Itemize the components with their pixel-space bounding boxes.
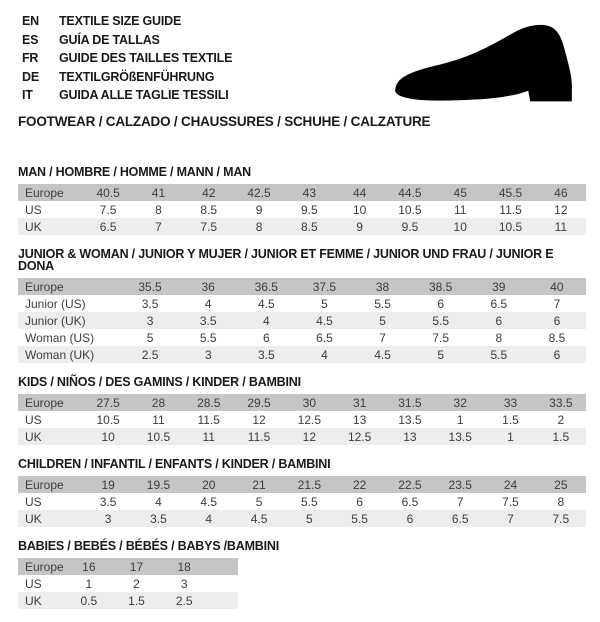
table-row bbox=[18, 558, 238, 575]
size-cell: 7 bbox=[379, 330, 386, 345]
size-cell: 5 bbox=[437, 347, 445, 362]
category-title: FOOTWEAR / CALZADO / CHAUSSURES / SCHUHE / CALZATURE bbox=[18, 114, 431, 129]
size-cell: 25 bbox=[554, 477, 568, 492]
size-cell: 19.5 bbox=[146, 477, 171, 492]
size-cell: 28.5 bbox=[197, 395, 221, 410]
size-cell: 4 bbox=[155, 494, 162, 509]
section-title: MAN / HOMBRE / HOMME / MANN / MAN bbox=[18, 165, 251, 179]
size-cell: 44 bbox=[352, 185, 367, 200]
language-row-en bbox=[22, 12, 232, 31]
row-label: Europe bbox=[25, 185, 64, 200]
table-row bbox=[18, 411, 586, 428]
row-label: Europe bbox=[25, 395, 64, 410]
size-cell: 1.5 bbox=[502, 412, 519, 427]
size-cell: 9.5 bbox=[300, 202, 318, 217]
language-code: ES bbox=[22, 32, 39, 47]
size-cell: 39 bbox=[492, 279, 506, 294]
size-cell: 21 bbox=[252, 477, 266, 492]
size-cell: 1.5 bbox=[128, 593, 145, 608]
size-cell: 3 bbox=[204, 347, 212, 362]
size-cell: 8 bbox=[255, 219, 263, 234]
language-code: EN bbox=[22, 14, 39, 28]
size-cell: 4.5 bbox=[200, 494, 218, 509]
size-table bbox=[18, 184, 586, 235]
spacer-cell bbox=[208, 575, 238, 592]
size-cell: 7.5 bbox=[502, 494, 519, 509]
size-cell: 12 bbox=[252, 412, 266, 427]
size-cell: 5.5 bbox=[432, 313, 450, 328]
size-cell: 4 bbox=[204, 296, 212, 311]
size-cell: 5 bbox=[255, 494, 263, 509]
table-row bbox=[18, 312, 586, 329]
size-cell: 6.5 bbox=[401, 494, 419, 509]
size-cell: 35.5 bbox=[138, 279, 162, 294]
size-cell: 2.5 bbox=[175, 593, 193, 608]
size-cell: 5 bbox=[305, 511, 313, 526]
table-row bbox=[18, 510, 586, 527]
size-cell: 3 bbox=[104, 511, 112, 526]
size-cell: 3.5 bbox=[199, 313, 217, 328]
size-cell: 12.5 bbox=[347, 429, 372, 444]
language-code: DE bbox=[22, 69, 39, 84]
size-cell: 6.5 bbox=[316, 330, 333, 345]
size-cell: 6.5 bbox=[490, 296, 508, 311]
row-label: UK bbox=[25, 511, 42, 526]
table-row bbox=[18, 295, 586, 312]
size-cell: 1.5 bbox=[552, 429, 570, 444]
size-cell: 11.5 bbox=[499, 202, 522, 217]
size-cell: 3.5 bbox=[150, 511, 167, 526]
language-row-it bbox=[22, 86, 232, 105]
size-cell: 7 bbox=[507, 511, 514, 526]
table-row bbox=[18, 218, 586, 235]
size-cell: 10 bbox=[352, 202, 367, 217]
size-cell: 8 bbox=[155, 202, 162, 217]
row-label: Europe bbox=[25, 477, 64, 492]
size-cell: 11 bbox=[152, 412, 165, 427]
size-cell: 22 bbox=[352, 477, 367, 492]
language-label: TEXTILE SIZE GUIDE bbox=[59, 14, 182, 28]
size-cell: 6.5 bbox=[451, 511, 469, 526]
size-cell: 7.5 bbox=[432, 330, 450, 345]
size-cell: 6 bbox=[495, 313, 503, 328]
size-cell: 36.5 bbox=[254, 279, 278, 294]
size-cell: 9.5 bbox=[401, 219, 419, 234]
size-cell: 21.5 bbox=[297, 477, 322, 492]
size-cell: 8.5 bbox=[548, 330, 566, 345]
language-label: GUÍA DE TALLAS bbox=[59, 32, 160, 47]
size-cell: 40 bbox=[550, 279, 564, 294]
row-label: US bbox=[25, 576, 42, 591]
size-cell: 9 bbox=[356, 219, 363, 234]
size-cell: 5.5 bbox=[351, 511, 368, 526]
size-cell: 4.5 bbox=[250, 511, 268, 526]
size-cell: 36 bbox=[201, 279, 215, 294]
size-cell: 46 bbox=[554, 185, 568, 200]
table-row bbox=[18, 346, 586, 363]
table-row bbox=[18, 278, 586, 295]
size-cell: 37.5 bbox=[312, 279, 337, 294]
size-section bbox=[18, 540, 586, 609]
size-cell: 3.5 bbox=[141, 296, 159, 311]
size-section bbox=[18, 376, 586, 445]
size-cell: 29.5 bbox=[247, 395, 271, 410]
size-cell: 16 bbox=[82, 559, 96, 574]
size-cell: 6 bbox=[262, 330, 270, 345]
size-cell: 40.5 bbox=[96, 185, 120, 200]
size-cell: 3.5 bbox=[257, 347, 275, 362]
size-cell: 4 bbox=[205, 511, 213, 526]
size-cell: 4.5 bbox=[257, 296, 275, 311]
size-cell: 11.5 bbox=[247, 429, 271, 444]
size-cell: 1 bbox=[85, 576, 93, 591]
spacer-cell bbox=[208, 558, 238, 575]
size-cell: 20 bbox=[202, 477, 216, 492]
size-cell: 8.5 bbox=[200, 202, 218, 217]
size-cell: 10.5 bbox=[498, 219, 523, 234]
size-cell: 10.5 bbox=[398, 202, 422, 217]
size-cell: 11 bbox=[554, 219, 568, 234]
size-cell: 11 bbox=[453, 202, 467, 217]
size-cell: 13 bbox=[352, 412, 367, 427]
size-cell: 28 bbox=[151, 395, 166, 410]
size-section bbox=[18, 458, 586, 527]
table-row bbox=[18, 428, 586, 445]
size-cell: 45 bbox=[453, 185, 467, 200]
size-cell: 33.5 bbox=[549, 395, 573, 410]
size-cell: 5.5 bbox=[300, 494, 318, 509]
language-code: FR bbox=[22, 51, 39, 66]
size-cell: 5 bbox=[379, 313, 386, 328]
language-code: IT bbox=[22, 88, 33, 103]
table-row bbox=[18, 329, 586, 346]
size-cell: 8 bbox=[495, 330, 503, 345]
size-cell: 3 bbox=[146, 313, 154, 328]
size-section bbox=[18, 248, 586, 363]
size-cell: 5.5 bbox=[374, 296, 391, 311]
size-cell: 6.5 bbox=[99, 219, 117, 234]
size-sections bbox=[18, 166, 586, 622]
size-cell: 22.5 bbox=[398, 477, 422, 492]
size-cell: 6 bbox=[356, 494, 363, 509]
language-label: GUIDA ALLE TAGLIE TESSILI bbox=[59, 88, 229, 103]
size-cell: 4.5 bbox=[316, 313, 333, 328]
size-cell: 10 bbox=[453, 219, 467, 234]
section-title: BABIES / BEBÉS / BÉBÉS / BABYS /BAMBINI bbox=[18, 539, 279, 553]
size-cell: 9 bbox=[255, 202, 263, 217]
language-row-es bbox=[22, 31, 232, 50]
size-cell: 42.5 bbox=[247, 185, 271, 200]
size-cell: 30 bbox=[302, 395, 317, 410]
size-cell: 38.5 bbox=[429, 279, 453, 294]
size-cell: 23.5 bbox=[448, 477, 472, 492]
row-label: UK bbox=[25, 429, 42, 444]
size-cell: 7.5 bbox=[99, 202, 117, 217]
size-table bbox=[18, 278, 586, 363]
language-row-de bbox=[22, 68, 232, 87]
size-cell: 6 bbox=[406, 511, 414, 526]
row-label: Junior (US) bbox=[25, 296, 86, 311]
row-label: UK bbox=[25, 219, 42, 234]
shoe-icon bbox=[390, 20, 592, 112]
size-cell: 8 bbox=[557, 494, 565, 509]
size-cell: 6 bbox=[553, 313, 561, 328]
size-table bbox=[18, 476, 586, 527]
size-cell: 8.5 bbox=[300, 219, 318, 234]
size-cell: 38 bbox=[375, 279, 390, 294]
size-cell: 41 bbox=[151, 185, 166, 200]
size-cell: 4.5 bbox=[374, 347, 391, 362]
size-cell: 42 bbox=[202, 185, 216, 200]
size-cell: 5 bbox=[321, 296, 328, 311]
size-cell: 2 bbox=[557, 412, 565, 427]
size-cell: 12.5 bbox=[297, 412, 322, 427]
row-label: Junior (UK) bbox=[25, 313, 86, 328]
size-cell: 18 bbox=[177, 559, 191, 574]
size-cell: 13.5 bbox=[448, 429, 472, 444]
size-cell: 31.5 bbox=[398, 395, 422, 410]
table-row bbox=[18, 493, 586, 510]
size-cell: 5.5 bbox=[199, 330, 217, 345]
size-cell: 11 bbox=[202, 429, 215, 444]
size-cell: 32 bbox=[453, 395, 467, 410]
size-cell: 13.5 bbox=[398, 412, 422, 427]
size-cell: 13 bbox=[403, 429, 417, 444]
size-cell: 4 bbox=[262, 313, 270, 328]
size-cell: 10.5 bbox=[96, 412, 120, 427]
size-cell: 12 bbox=[554, 202, 568, 217]
language-list bbox=[22, 12, 232, 105]
size-cell: 7 bbox=[456, 494, 464, 509]
size-cell: 1 bbox=[456, 412, 464, 427]
size-cell: 3 bbox=[180, 576, 188, 591]
section-title: JUNIOR & WOMAN / JUNIOR Y MUJER / JUNIOR ET FEMME / JUNIOR UND FRAU / JUNIOR E DONA bbox=[18, 247, 554, 273]
table-row bbox=[18, 592, 238, 609]
section-title: CHILDREN / INFANTIL / ENFANTS / KINDER / BAMBINI bbox=[18, 457, 331, 471]
row-label: US bbox=[25, 494, 42, 509]
size-cell: 24 bbox=[503, 477, 518, 492]
size-cell: 10.5 bbox=[146, 429, 171, 444]
size-cell: 7.5 bbox=[552, 511, 570, 526]
row-label: Woman (UK) bbox=[25, 347, 95, 362]
size-section bbox=[18, 166, 586, 235]
size-cell: 2.5 bbox=[141, 347, 159, 362]
size-cell: 5 bbox=[146, 330, 154, 345]
row-label: UK bbox=[25, 593, 42, 608]
size-cell: 7.5 bbox=[200, 219, 218, 234]
size-cell: 43 bbox=[302, 185, 317, 200]
size-cell: 1 bbox=[507, 429, 514, 444]
row-label: Europe bbox=[25, 279, 64, 294]
table-row bbox=[18, 575, 238, 592]
size-cell: 45.5 bbox=[498, 185, 523, 200]
size-cell: 44.5 bbox=[398, 185, 422, 200]
size-cell: 11.5 bbox=[197, 412, 220, 427]
size-cell: 7 bbox=[553, 296, 561, 311]
size-cell: 6 bbox=[437, 296, 445, 311]
size-cell: 31 bbox=[352, 395, 367, 410]
size-cell: 0.5 bbox=[80, 593, 98, 608]
size-cell: 12 bbox=[302, 429, 317, 444]
size-table bbox=[18, 394, 586, 445]
row-label: Europe bbox=[25, 559, 64, 574]
table-row bbox=[18, 394, 586, 411]
spacer-cell bbox=[208, 592, 238, 609]
language-label: GUIDE DES TAILLES TEXTILE bbox=[59, 51, 233, 66]
size-table bbox=[18, 558, 238, 609]
size-cell: 17 bbox=[129, 559, 144, 574]
row-label: Woman (US) bbox=[25, 330, 95, 345]
table-row bbox=[18, 476, 586, 493]
table-row bbox=[18, 184, 586, 201]
table-row bbox=[18, 201, 586, 218]
size-cell: 6 bbox=[553, 347, 561, 362]
size-cell: 33 bbox=[503, 395, 518, 410]
size-cell: 3.5 bbox=[99, 494, 117, 509]
size-cell: 27.5 bbox=[96, 395, 120, 410]
row-label: US bbox=[25, 412, 42, 427]
size-cell: 19 bbox=[101, 477, 115, 492]
size-cell: 4 bbox=[321, 347, 328, 362]
size-cell: 5.5 bbox=[490, 347, 508, 362]
language-label: TEXTILGRÖßENFÜHRUNG bbox=[59, 69, 215, 84]
size-cell: 10 bbox=[101, 429, 115, 444]
size-cell: 7 bbox=[155, 219, 162, 234]
size-cell: 2 bbox=[133, 576, 140, 591]
row-label: US bbox=[25, 202, 42, 217]
section-title: KIDS / NIÑOS / DES GAMINS / KINDER / BAMBINI bbox=[18, 375, 301, 389]
language-row-fr bbox=[22, 49, 232, 68]
